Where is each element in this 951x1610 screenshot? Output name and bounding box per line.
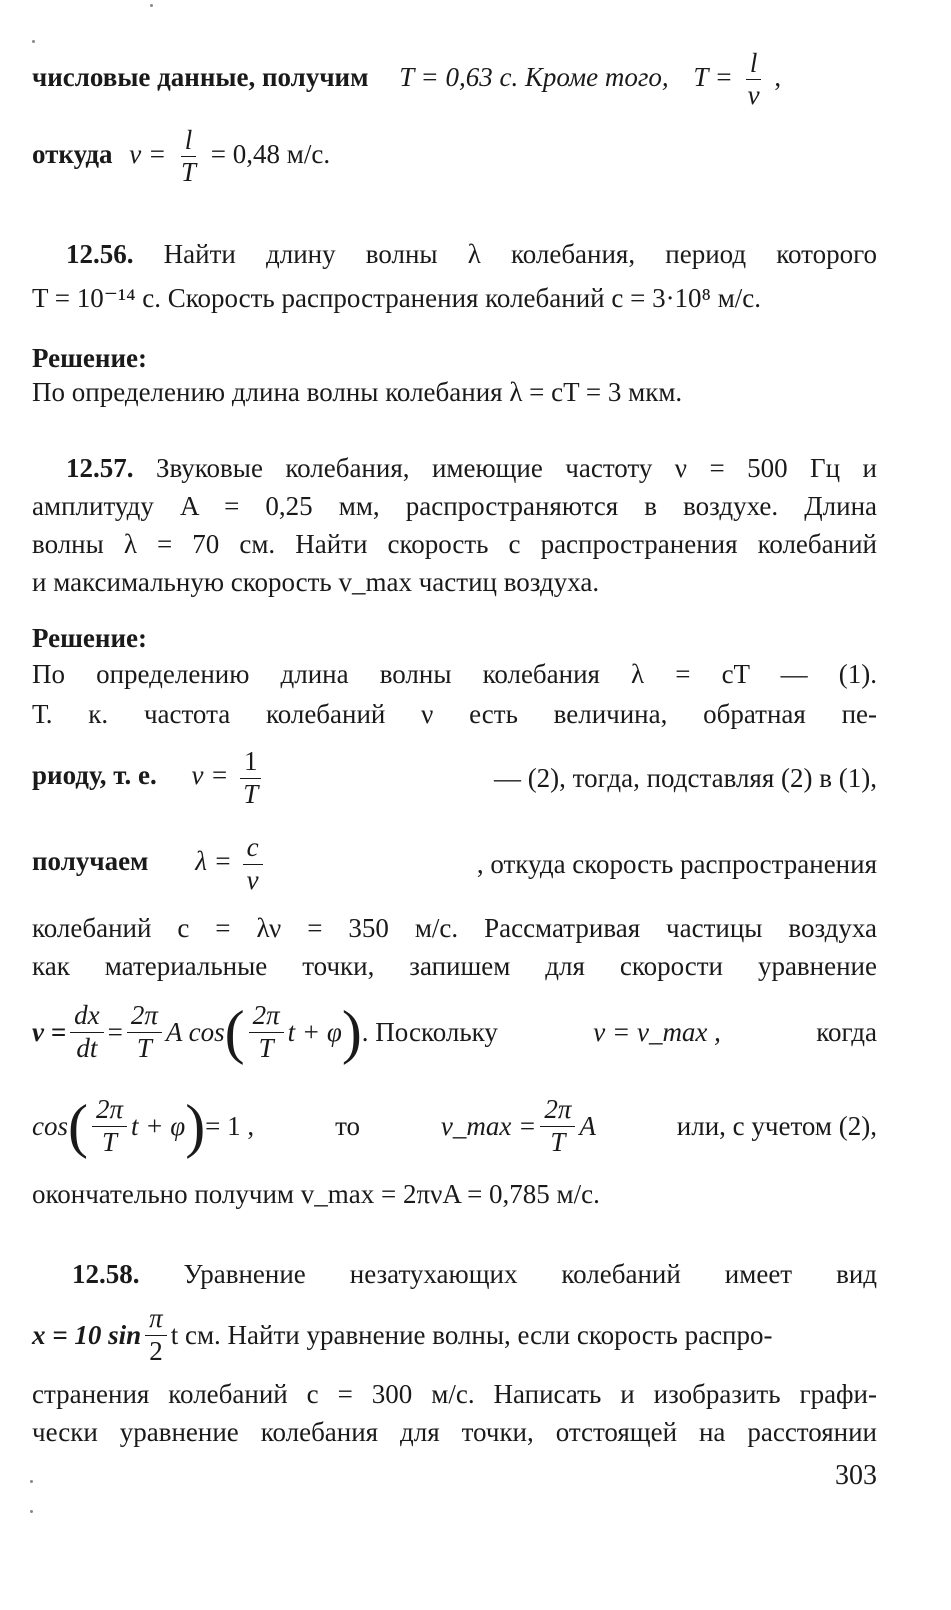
problem-12-58-line-3: странения колебаний c = 300 м/с. Написать и изобразить графи-: [32, 1379, 877, 1409]
fraction: $\frac{1}{T}$: [239, 746, 262, 809]
solution-line-9: окончательно получим v_max = 2πνA = 0,785 м/с.: [32, 1179, 600, 1209]
text-fragment: числовые данные, получим: [32, 61, 369, 92]
problem-12-57-line-1: 12.57. Звуковые колебания, имеющие частоту ν = 500 Гц и: [66, 453, 878, 483]
equation: T = 0,63 с. Кроме того,: [399, 61, 669, 92]
scan-speck: [30, 1480, 33, 1483]
solution-text: По определению длина волны колебания λ = cT = 3 мкм.: [32, 377, 683, 407]
solution-line-5: колебаний c = λν = 350 м/с. Рассматривая частицы воздуха: [32, 913, 877, 943]
problem-12-57-line-2: амплитуду A = 0,25 мм, распространяются в воздухе. Длина: [32, 491, 877, 521]
fraction: $\frac{c}{\nu}$: [243, 832, 263, 895]
problem-12-56-line-1: 12.56. Найти длину волны λ колебания, период которого: [66, 239, 878, 269]
fraction: $\frac{l}{v}$: [747, 48, 760, 111]
problem-12-58-line-2: x = 10 sin $\frac{\pi}{2}$ t см. Найти уравнение волны, если скорость распро-: [32, 1303, 773, 1366]
solution-line-6: как материальные точки, запишем для скорости уравнение: [32, 951, 877, 981]
solution-line-3: риоду, т. е. ν = $\frac{1}{T}$ — (2), тогда, подставляя (2) в (1),: [32, 746, 877, 809]
fraction: $\frac{l}{T}$: [181, 125, 197, 188]
fraction: $\frac{dx}{dt}$: [70, 1000, 103, 1063]
solution-line-2: Т. к. частота колебаний ν есть величина, обратная пе-: [32, 699, 877, 729]
equation: T =: [693, 61, 733, 92]
solution-heading: Решение:: [32, 623, 147, 653]
problem-12-56-line-2: T = 10⁻¹⁴ с. Скорость распространения колебаний c = 3·10⁸ м/с.: [32, 283, 762, 313]
problem-12-57-line-4: и максимальную скорость v_max частиц воздуха.: [32, 567, 600, 597]
left-paren: (: [224, 999, 245, 1065]
problem-12-58-line-4: чески уравнение колебания для точки, отстоящей на расстоянии: [32, 1417, 877, 1447]
scan-speck: [32, 40, 35, 43]
problem-number: 12.56.: [66, 239, 134, 269]
solution-line-4: получаем λ = $\frac{c}{\nu}$ , откуда скорость распространения: [32, 832, 877, 895]
fraction: $\frac{2\pi}{T}$: [127, 1000, 162, 1063]
solution-line-7: v = $\frac{dx}{dt}$ = $\frac{2\pi}{T}$ A cos ( $\frac{2\pi}{T}$ t + φ ) . Поскольку v = v_max , когда: [32, 999, 877, 1065]
continuation-line-1: числовые данные, получим T = 0,63 с. Кроме того, T = $\frac{l}{v}$ ,: [32, 48, 782, 111]
continuation-line-2: откуда v = $\frac{l}{T}$ = 0,48 м/с.: [32, 125, 331, 188]
problem-number: 12.57.: [66, 453, 134, 483]
problem-number: 12.58.: [72, 1259, 140, 1289]
page-number: 303: [835, 1460, 877, 1491]
problem-12-58-line-1: 12.58. Уравнение незатухающих колебаний имеет вид: [72, 1259, 878, 1289]
solution-line-8: cos ( $\frac{2\pi}{T}$ t + φ ) = 1 , то v_max = $\frac{2\pi}{T}$ A или, с учетом (2),: [32, 1093, 877, 1159]
right-paren: ): [341, 999, 362, 1065]
solution-line-1: По определению длина волны колебания λ = cT — (1).: [32, 659, 877, 689]
fraction: $\frac{2\pi}{T}$: [540, 1094, 575, 1157]
problem-12-57-line-3: волны λ = 70 см. Найти скорость c распространения колебаний: [32, 529, 877, 559]
fraction: $\frac{2\pi}{T}$: [92, 1094, 127, 1157]
fraction: $\frac{\pi}{2}$: [145, 1303, 167, 1366]
fraction: $\frac{2\pi}{T}$: [249, 1000, 284, 1063]
solution-heading: Решение:: [32, 343, 147, 373]
scan-speck: [30, 1510, 33, 1513]
scan-speck: [150, 4, 153, 7]
